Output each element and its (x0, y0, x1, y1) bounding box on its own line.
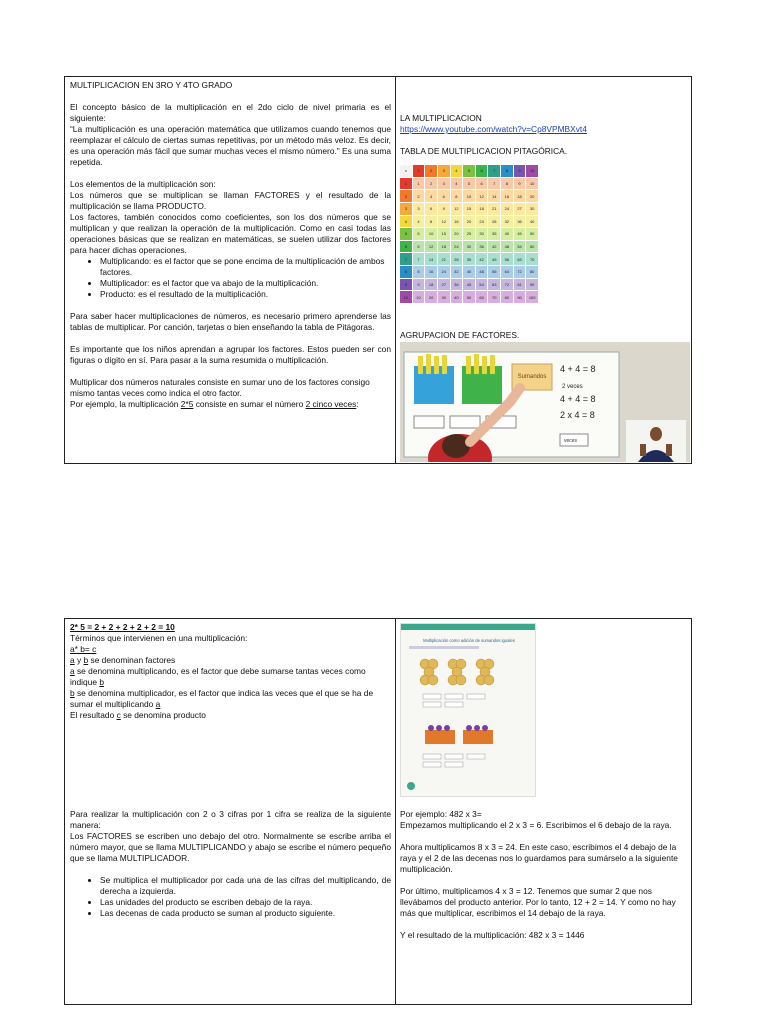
table-cell: 80 (526, 266, 538, 278)
table-cell: 9 (413, 279, 425, 291)
table-cell: 16 (501, 190, 513, 202)
table-cell: 24 (501, 203, 513, 215)
table-cell: 42 (476, 253, 488, 265)
table-cell: 10 (425, 228, 437, 240)
table-cell: 4 (425, 190, 437, 202)
table-cell: 15 (463, 203, 475, 215)
table-cell: 12 (425, 241, 437, 253)
table-cell: 20 (526, 190, 538, 202)
table-cell: 27 (438, 279, 450, 291)
table-cell: 45 (463, 279, 475, 291)
table-cell: 28 (451, 253, 463, 265)
table-cell: 48 (476, 266, 488, 278)
table-cell: 54 (476, 279, 488, 291)
table-cell: 6 (476, 165, 488, 177)
table-cell: 5 (400, 228, 412, 240)
classroom-photo (400, 342, 690, 462)
table-cell: 7 (488, 165, 500, 177)
table-cell: 12 (438, 216, 450, 228)
table-cell: 90 (526, 279, 538, 291)
table-cell: 10 (463, 190, 475, 202)
example-step-2: Ahora multiplicamos 8 x 3 = 24. En este caso, escribimos el 4 debajo de la raya y el 2 de las decenas nos lo guardamos para sumárselo a la siguiente multiplicación. (400, 842, 678, 874)
table-cell: 9 (514, 165, 526, 177)
sum-example: 2* 5 = 2 + 2 + 2 + 2 + 2 = 10 (70, 622, 175, 632)
table-cell: 21 (488, 203, 500, 215)
table-cell: 7 (413, 253, 425, 265)
table-cell: 8 (501, 178, 513, 190)
table-cell: 32 (451, 266, 463, 278)
table-title: TABLA DE MULTIPLICACION PITAGÓRICA. (400, 146, 568, 156)
table-cell: 18 (438, 241, 450, 253)
multiplicand-line: a se denomina multiplicando, es el factor que debe sumarse tantas veces como indique b (70, 666, 366, 687)
table-cell: 20 (425, 291, 437, 303)
list-item: • Las unidades del producto se escriben debajo de la raya. (100, 897, 391, 908)
terms-title: Términos que intervienen en una multiplicación: (70, 633, 248, 643)
table-cell: 8 (425, 216, 437, 228)
table-cell: 81 (514, 279, 526, 291)
example-step-3: Por último, multiplicamos 4 x 3 = 12. Tenemos que sumar 2 que nos llevábamos del producto anterior. Por lo tanto, 12 + 2 = 14. Y como no hay más que multiplicar, escribimos el 14 debajo de la raya. (400, 886, 676, 918)
table-cell: 30 (526, 203, 538, 215)
table-cell: 12 (451, 203, 463, 215)
digits-paragraph: Para realizar la multiplicación con 2 o 3 cifras por 1 cifra se realiza de la siguiente manera: (70, 809, 391, 830)
table-cell: 8 (451, 190, 463, 202)
table-cell: 4 (451, 178, 463, 190)
table-cell: 18 (425, 279, 437, 291)
table-cell: 60 (476, 291, 488, 303)
list-item: • Se multiplica el multiplicador por cada una de las cifras del multiplicando, de derecha a izquierda. (100, 875, 391, 897)
table-cell: 1 (413, 178, 425, 190)
svg-text:4 + 4 = 8: 4 + 4 = 8 (560, 364, 596, 374)
table-cell: 32 (501, 216, 513, 228)
svg-text:Multiplicación como adición de: Multiplicación como adición de sumandos iguales (423, 638, 515, 643)
right-cell-2 (396, 619, 691, 1004)
table-cell: 14 (488, 190, 500, 202)
table-cell: 56 (501, 253, 513, 265)
table-cell: 72 (514, 266, 526, 278)
table-cell: x (400, 165, 412, 177)
table-cell: 9 (400, 279, 412, 291)
formula: a* b= c (70, 644, 97, 654)
table-cell: 1 (413, 165, 425, 177)
right-cell-1 (396, 77, 691, 463)
example-line: Por ejemplo, la multiplicación 2*5 consiste en sumar el número 2 cinco veces: (70, 399, 359, 409)
content-table-1 (64, 76, 692, 464)
svg-text:veces: veces (564, 438, 578, 444)
table-cell: 8 (413, 266, 425, 278)
elements-list (70, 256, 391, 300)
table-cell: 40 (501, 228, 513, 240)
svg-text:2 veces: 2 veces (562, 384, 583, 390)
steps-list (70, 875, 391, 919)
left-cell-2 (65, 619, 396, 1004)
table-cell: 2 (425, 178, 437, 190)
table-cell: 30 (476, 228, 488, 240)
table-cell: 48 (501, 241, 513, 253)
table-cell: 6 (438, 190, 450, 202)
elements-title: Los elementos de la multiplicación son: (70, 179, 216, 189)
table-cell: 3 (400, 203, 412, 215)
intro-text: El concepto básico de la multiplicación en el 2do ciclo de nivel primaria es el siguiente: (70, 102, 391, 123)
table-cell: 10 (526, 165, 538, 177)
table-cell: 2 (425, 165, 437, 177)
table-cell: 70 (488, 291, 500, 303)
classroom-illustration (400, 342, 690, 462)
result-line: El resultado c se denomina producto (70, 710, 206, 720)
table-cell: 50 (463, 291, 475, 303)
table-cell: 64 (501, 266, 513, 278)
table-cell: 10 (400, 291, 412, 303)
table-cell: 16 (425, 266, 437, 278)
table-cell: 3 (413, 203, 425, 215)
table-cell: 35 (488, 228, 500, 240)
table-cell: 40 (451, 291, 463, 303)
table-cell: 54 (514, 241, 526, 253)
table-cell: 24 (438, 266, 450, 278)
table-cell: 36 (476, 241, 488, 253)
table-cell: 2 (413, 190, 425, 202)
table-cell: 6 (425, 203, 437, 215)
table-cell: 16 (451, 216, 463, 228)
table-cell: 8 (501, 165, 513, 177)
table-cell: 63 (488, 279, 500, 291)
table-cell: 9 (514, 178, 526, 190)
table-cell: 36 (451, 279, 463, 291)
table-cell: 3 (438, 178, 450, 190)
svg-text:Sumandos: Sumandos (517, 374, 547, 380)
factors-line: a y b se denominan factores (70, 655, 176, 665)
table-cell: 40 (463, 266, 475, 278)
content-table-2 (64, 618, 692, 1005)
table-cell: 4 (413, 216, 425, 228)
table-cell: 60 (526, 241, 538, 253)
svg-text:2 x 4 = 8: 2 x 4 = 8 (560, 410, 595, 420)
table-cell: 5 (463, 178, 475, 190)
table-cell: 18 (514, 190, 526, 202)
table-cell: 6 (476, 178, 488, 190)
table-cell: 28 (488, 216, 500, 228)
svg-text:4 + 4 = 8: 4 + 4 = 8 (560, 394, 596, 404)
table-cell: 4 (400, 216, 412, 228)
multiplier-line: b se denomina multiplicador, es el factor que indica las veces que el que se ha de sumar el multiplicando a (70, 688, 374, 709)
table-cell: 80 (501, 291, 513, 303)
example-block (400, 809, 687, 941)
table-cell: 50 (526, 228, 538, 240)
definition-quote: “La multiplicación es una operación matemática que utilizamos cuando tenemos que reemplazar el cálculo de ciertas sumas repetitivas, por un método más veloz. Es decir, es una operación más fácil que sumar muchas veces el mismo número.” Es una suma repetida. (70, 124, 391, 167)
pythagorean-table (400, 165, 538, 303)
table-cell: 3 (438, 165, 450, 177)
worksheet-illustration (401, 624, 536, 797)
table-cell: 15 (438, 228, 450, 240)
table-cell: 36 (514, 216, 526, 228)
table-cell: 72 (501, 279, 513, 291)
table-cell: 20 (451, 228, 463, 240)
doc-title: MULTIPLICACION EN 3RO Y 4TO GRADO (70, 80, 233, 90)
example-result: Y el resultado de la multiplicación: 482 x 3 = 1446 (400, 930, 585, 940)
video-title: LA MULTIPLICACION (400, 113, 482, 123)
table-cell: 6 (413, 241, 425, 253)
table-cell: 10 (526, 178, 538, 190)
grouping-paragraph: Es importante que los niños aprendan a agrupar los factores. Estos pueden ser con figuras o dígito en sí. Para pasar a la suma resumida o multiplicación. (70, 344, 391, 365)
table-cell: 24 (476, 216, 488, 228)
table-cell: 24 (451, 241, 463, 253)
table-cell: 30 (438, 291, 450, 303)
table-cell: 14 (425, 253, 437, 265)
table-cell: 70 (526, 253, 538, 265)
table-cell: 4 (451, 165, 463, 177)
table-cell: 45 (514, 228, 526, 240)
elements-paragraph-2: Los factores, también conocidos como coeficientes, son los dos números que se multiplican y que realizan la operación de la multiplicación. Como en casi todas las operaciones básicas que se realizan en matemáticas, se suelen utilizar dos factores para hacer dichas operaciones. (70, 212, 391, 255)
example-title: Por ejemplo: 482 x 3= (400, 809, 482, 819)
table-cell: 49 (488, 253, 500, 265)
list-item: • Las decenas de cada producto se suman al producto siguiente. (100, 908, 391, 919)
table-cell: 2 (400, 190, 412, 202)
table-cell: 5 (413, 228, 425, 240)
list-item: • Producto: es el resultado de la multiplicación. (100, 289, 391, 300)
factors-paragraph: Los FACTORES se escriben uno debajo del otro. Normalmente se escribe arriba el número mayor, que se llama MULTIPLICANDO y abajo se escribe el número pequeño que se llama MULTIPLICADOR. (70, 831, 391, 863)
table-cell: 7 (488, 178, 500, 190)
grouping-title: AGRUPACION DE FACTORES. (400, 330, 520, 340)
table-cell: 63 (514, 253, 526, 265)
example-step-1: Empezamos multiplicando el 2 x 3 = 6. Escribimos el 6 debajo de la raya. (400, 820, 672, 830)
table-cell: 1 (400, 178, 412, 190)
table-cell: 12 (476, 190, 488, 202)
table-cell: 56 (488, 266, 500, 278)
table-cell: 30 (463, 241, 475, 253)
table-cell: 35 (463, 253, 475, 265)
table-cell: 27 (514, 203, 526, 215)
table-cell: 18 (476, 203, 488, 215)
table-cell: 21 (438, 253, 450, 265)
youtube-link[interactable]: https://www.youtube.com/watch?v=Cp8VPMBXvt4 (400, 124, 587, 134)
table-cell: 6 (400, 241, 412, 253)
table-cell: 9 (438, 203, 450, 215)
table-cell: 90 (514, 291, 526, 303)
tables-paragraph: Para saber hacer multiplicaciones de números, es necesario primero aprenderse las tablas de multiplicar. Por canción, tarjetas o bien enseñando la tabla de Pitágoras. (70, 311, 391, 332)
table-cell: 20 (463, 216, 475, 228)
table-cell: 7 (400, 253, 412, 265)
table-cell: 42 (488, 241, 500, 253)
table-cell: 5 (463, 165, 475, 177)
table-cell: 10 (413, 291, 425, 303)
left-cell-1 (65, 77, 396, 463)
natural-numbers-paragraph: Multiplicar dos números naturales consiste en sumar uno de los factores consigo mismo tantas veces como indica el otro factor. (70, 377, 370, 398)
list-item: • Multiplicador: es el factor que va abajo de la multiplicación. (100, 278, 391, 289)
table-cell: 40 (526, 216, 538, 228)
worksheet-image (400, 623, 536, 797)
table-cell: 25 (463, 228, 475, 240)
table-cell: 8 (400, 266, 412, 278)
list-item: • Multiplicando: es el factor que se pone encima de la multiplicación de ambos factores. (100, 256, 391, 278)
table-cell: 100 (526, 291, 538, 303)
elements-paragraph-1: Los números que se multiplican se llaman FACTORES y el resultado de la multiplicación se llama PRODUCTO. (70, 190, 391, 211)
